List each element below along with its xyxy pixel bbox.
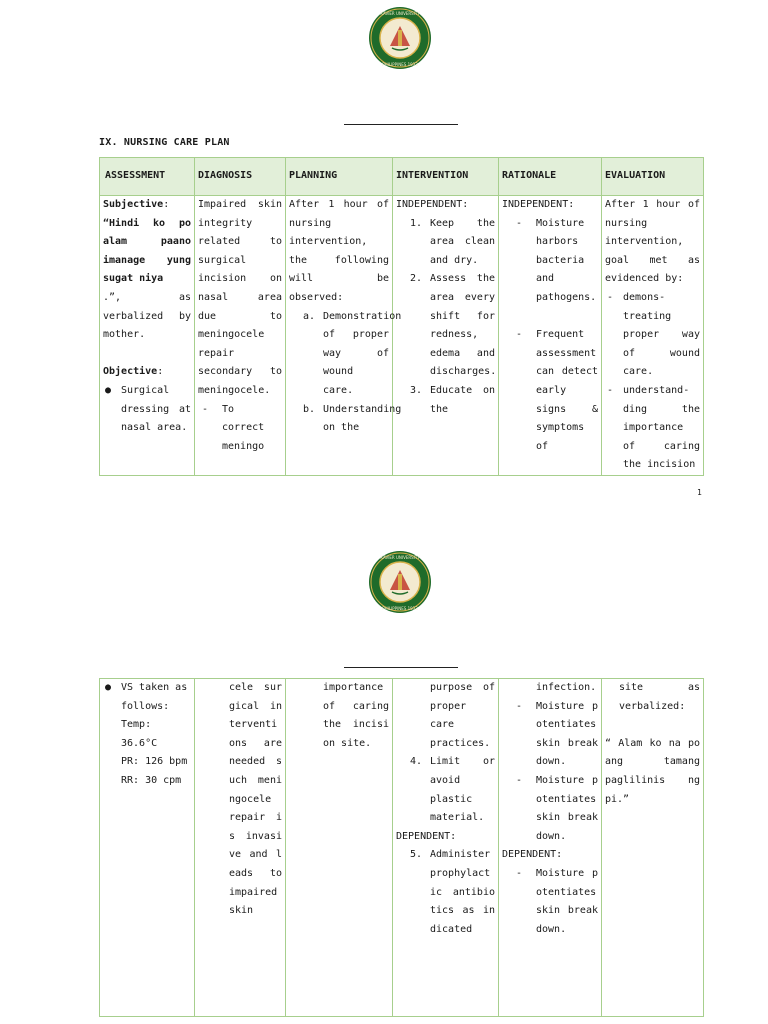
table-row: [100, 679, 704, 1017]
diagnosis-cell: cele surgical interventions are needed such meningocele repair is invasive and leads to impaired skin: [195, 679, 286, 1017]
assessment-cell: ● VS taken as follows: Temp: 36.6°C PR: 126 bpm RR: 30 cpm: [100, 679, 195, 1017]
signature-line: [344, 667, 458, 668]
svg-text:XAVIER UNIVERSITY: XAVIER UNIVERSITY: [380, 555, 420, 560]
col-header-rationale: RATIONALE: [499, 158, 602, 196]
rationale-cell: infection. - Moisture potentiates skin breakdown. - Moisture potentiates skin breakdown. DEPENDENT: - Moisture potentiates skin breakdown.: [499, 679, 602, 1017]
evaluation-cell: site as verbalized: “ Alam ko na po ang tamang paglilinis ng pi.”: [602, 679, 704, 1017]
intervention-cell: purpose of proper care practices. 4. Limit or avoid plastic material. DEPENDENT: 5. Administer prophylactic antibiotics as indicated: [393, 679, 499, 1017]
university-seal-logo: [368, 6, 432, 70]
planning-cell: importance of caring the incision site.: [286, 679, 393, 1017]
nursing-care-plan-table-page2: [99, 678, 704, 1017]
intervention-cell: INDEPENDENT: 1. Keep the area clean and dry. 2. Assess the area every shift for redness, edema and discharges. 3. Educate on the: [393, 196, 499, 476]
diagnosis-cell: Impaired skin integrity related to surgical incision on nasal area due to meningocele repair secondary to meningocele. - To correct meningo: [195, 196, 286, 476]
col-header-intervention: INTERVENTION: [393, 158, 499, 196]
planning-cell: After 1 hour of nursing intervention, the following will be observed: a. Demonstration of proper way of wound care. b. Understanding on the: [286, 196, 393, 476]
col-header-diagnosis: DIAGNOSIS: [195, 158, 286, 196]
col-header-planning: PLANNING: [286, 158, 393, 196]
nursing-care-plan-table-page1: [99, 157, 704, 476]
svg-text:PHILIPPINES 1933: PHILIPPINES 1933: [382, 62, 418, 67]
signature-line: [344, 124, 458, 125]
rationale-cell: INDEPENDENT: - Moisture harbors bacteria and pathogens. - Frequent assessment can detect early signs & symptoms of: [499, 196, 602, 476]
col-header-evaluation: EVALUATION: [602, 158, 704, 196]
table-row: [100, 196, 704, 476]
svg-text:PHILIPPINES 1933: PHILIPPINES 1933: [382, 606, 418, 611]
section-title: IX. NURSING CARE PLAN: [99, 137, 230, 148]
evaluation-cell: After 1 hour of nursing intervention, goal met as evidenced by: - demons-treating proper way of wound care. - understand-ding the importance of caring the incision: [602, 196, 704, 476]
page-number: 1: [697, 488, 702, 497]
assessment-cell: Subjective: “Hindi ko po alam paano imanage yung sugat niya .”, as verbalized by mother. Objective: ● Surgical dressing at nasal area.: [100, 196, 195, 476]
table-header-row: [100, 158, 704, 196]
university-seal-logo: [368, 550, 432, 614]
col-header-assessment: ASSESSMENT: [100, 158, 195, 196]
svg-text:XAVIER UNIVERSITY: XAVIER UNIVERSITY: [380, 11, 420, 16]
